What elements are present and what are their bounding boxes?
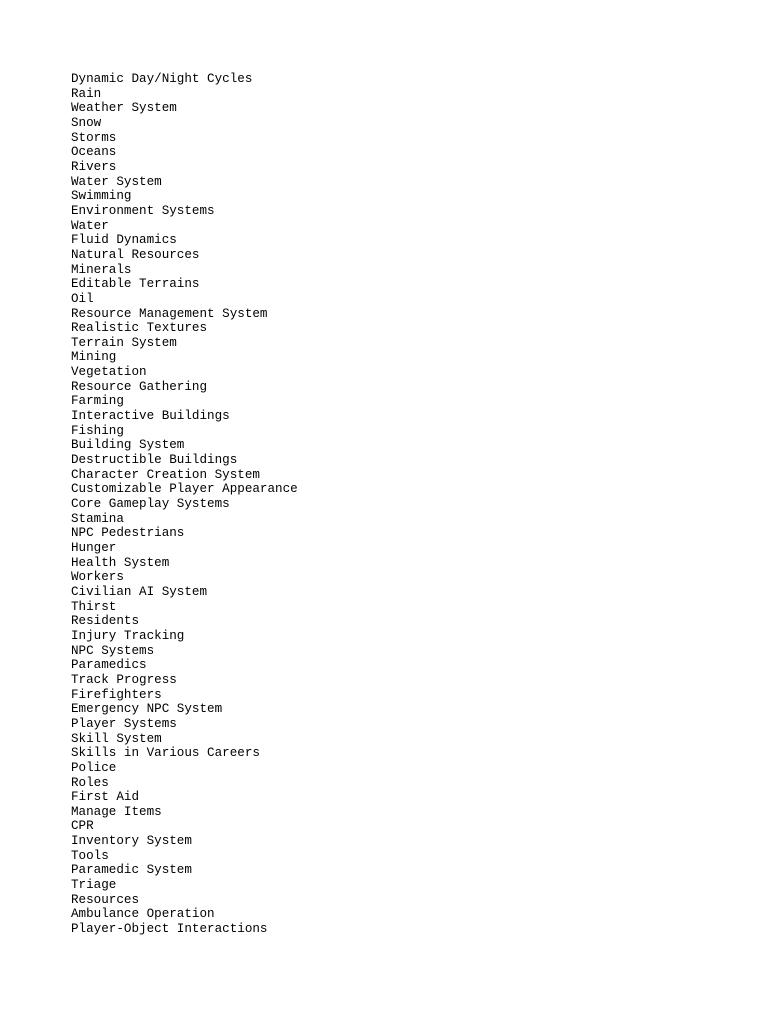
text-line: Track Progress — [71, 672, 177, 687]
text-line: Police — [71, 760, 117, 775]
text-line: Civilian AI System — [71, 584, 208, 599]
text-line: Emergency NPC System — [71, 702, 223, 717]
text-line: Customizable Player Appearance — [71, 482, 298, 497]
text-line: Player Systems — [71, 716, 177, 731]
text-line: Editable Terrains — [71, 277, 200, 292]
text-line: Rivers — [71, 159, 117, 174]
text-line: CPR — [71, 819, 94, 834]
text-line: Health System — [71, 555, 170, 570]
text-line: Firefighters — [71, 687, 162, 702]
text-line: Core Gameplay Systems — [71, 497, 230, 512]
text-line: Thirst — [71, 599, 117, 614]
document-page — [71, 72, 711, 937]
text-line: Paramedic System — [71, 863, 192, 878]
text-line: Building System — [71, 438, 185, 453]
text-line: NPC Systems — [71, 643, 155, 658]
text-line: First Aid — [71, 790, 140, 805]
text-line: Environment Systems — [71, 203, 215, 218]
text-line: Paramedics — [71, 658, 147, 673]
text-line: Tools — [71, 848, 109, 863]
text-line: Resource Gathering — [71, 379, 208, 394]
text-line: Ambulance Operation — [71, 907, 215, 922]
text-line: Injury Tracking — [71, 628, 185, 643]
text-line: Player-Object Interactions — [71, 922, 268, 937]
text-line: Fishing — [71, 423, 124, 438]
text-line: Snow — [71, 115, 102, 130]
text-line: Character Creation System — [71, 467, 260, 482]
text-line: Residents — [71, 614, 140, 629]
text-line: Skills in Various Careers — [71, 746, 260, 761]
text-line: Destructible Buildings — [71, 453, 238, 468]
text-line: Manage Items — [71, 804, 162, 819]
text-line: Dynamic Day/Night Cycles — [71, 72, 253, 86]
text-line: Inventory System — [71, 834, 192, 849]
text-line: Water System — [71, 174, 162, 189]
text-line: Interactive Buildings — [71, 409, 230, 424]
text-line: Swimming — [71, 189, 132, 204]
text-line: Water — [71, 218, 109, 233]
text-line-list — [71, 72, 711, 937]
text-line: Rain — [71, 86, 102, 101]
text-line: Resource Management System — [71, 306, 268, 321]
text-line: Natural Resources — [71, 247, 200, 262]
text-line: Terrain System — [71, 335, 177, 350]
text-line: Triage — [71, 878, 117, 893]
text-line: Roles — [71, 775, 109, 790]
text-line: Fluid Dynamics — [71, 233, 177, 248]
text-line: Oil — [71, 291, 94, 306]
text-line: Farming — [71, 394, 124, 409]
text-line: Minerals — [71, 262, 132, 277]
text-line: Oceans — [71, 145, 117, 160]
text-line: Hunger — [71, 541, 117, 555]
text-line: Realistic Textures — [71, 321, 208, 336]
text-line: Vegetation — [71, 365, 147, 380]
text-line: Skill System — [71, 731, 162, 746]
text-line: Workers — [71, 570, 124, 585]
text-line: Weather System — [71, 101, 177, 116]
text-line: NPC Pedestrians — [71, 526, 185, 541]
text-line: Stamina — [71, 511, 124, 526]
text-line: Mining — [71, 350, 117, 365]
text-line: Storms — [71, 130, 117, 145]
text-line: Resources — [71, 892, 140, 907]
